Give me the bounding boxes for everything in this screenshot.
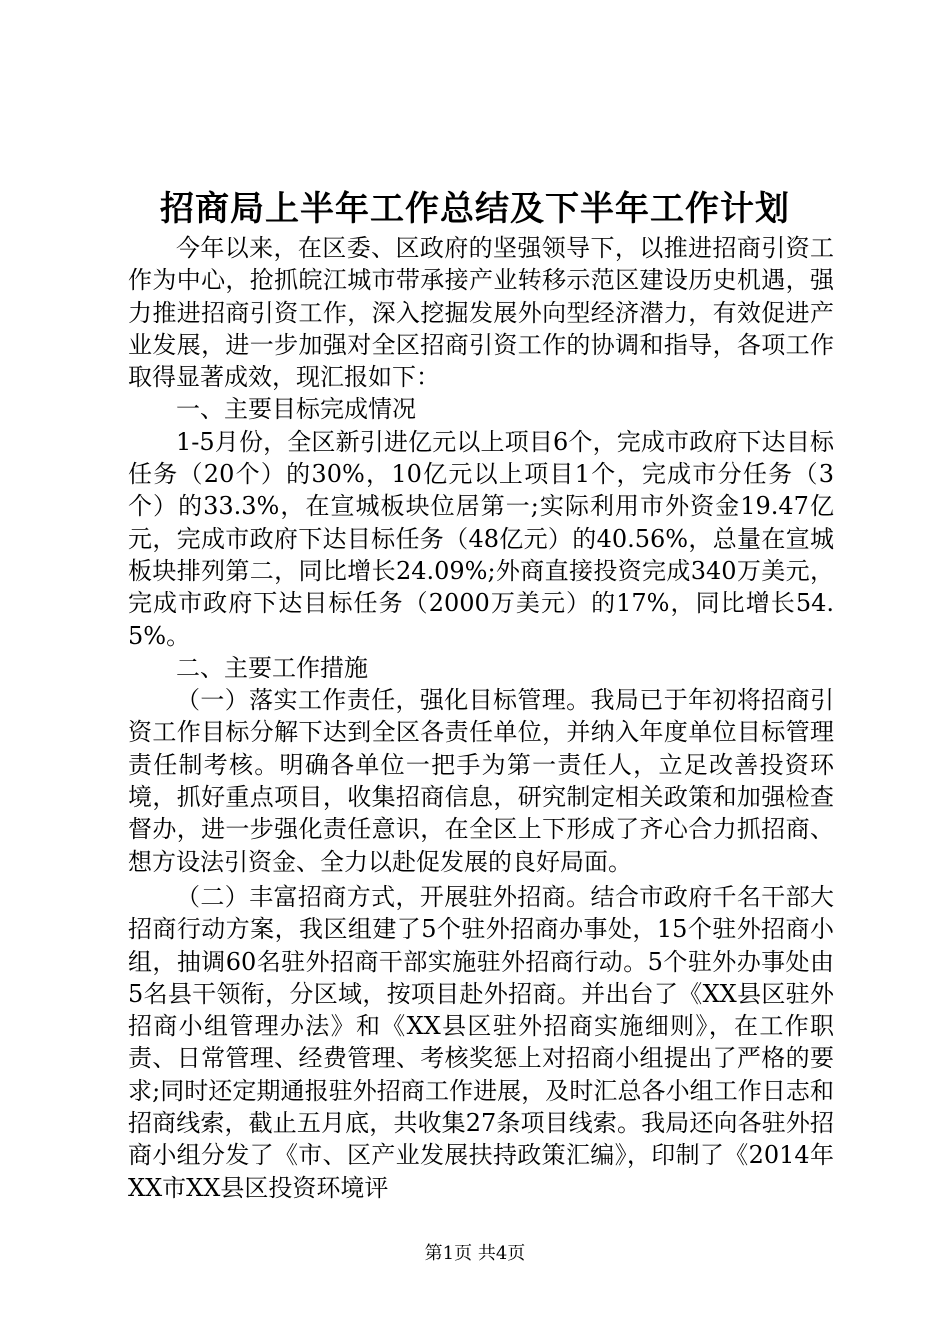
section-heading-targets: 一、主要目标完成情况 — [176, 395, 416, 424]
measures-paragraph-2: （二）丰富招商方式，开展驻外招商。结合市政府千名干部大招商行动方案，我区组建了5个驻外招商办事处，15个驻外招商小组，抽调60名驻外招商干部实施驻外招商行动。5个驻外办事处由5名县干领衔，分区域，按项目赴外招商。并出台了《XX县区驻外招商小组管理办法》和《XX县区驻外招商实施细则》，在工作职责、日常管理、经费管理、考核奖惩上对招商小组提出了严格的要求;同时还定期通报驻外招商工作进展，及时汇总各小组工作日志和招商线索，截止五月底，共收集27条项目线索。我局还向各驻外招商小组分发了《市、区产业发展扶持政策汇编》，印制了《2014年XX市XX县区投资环境评 — [128, 882, 834, 1202]
intro-paragraph: 今年以来，在区委、区政府的坚强领导下，以推进招商引资工作为中心，抢抓皖江城市带承接产业转移示范区建设历史机遇，强力推进招商引资工作，深入挖掘发展外向型经济潜力，有效促进产业发展，进一步加强对全区招商引资工作的协调和指导，各项工作取得显著成效，现汇报如下： — [128, 234, 834, 392]
targets-paragraph: 1-5月份，全区新引进亿元以上项目6个，完成市政府下达目标任务（20个）的30%，10亿元以上项目1个，完成市分任务（3个）的33.3%，在宣城板块位居第一;实际利用市外资金19.47亿元，完成市政府下达目标任务（48亿元）的40.56%，总量在宣城板块排列第二，同比增长24.09%;外商直接投资完成340万美元，完成市政府下达目标任务（2000万美元）的17%，同比增长54.5%。 — [128, 427, 834, 650]
page-footer: 第1页 共4页 — [424, 1243, 526, 1264]
document-title: 招商局上半年工作总结及下半年工作计划 — [160, 189, 790, 229]
section-heading-measures: 二、主要工作措施 — [176, 653, 368, 682]
measures-paragraph-1: （一）落实工作责任，强化目标管理。我局已于年初将招商引资工作目标分解下达到全区各责任单位，并纳入年度单位目标管理责任制考核。明确各单位一把手为第一责任人，立足改善投资环境，抓好重点项目，收集招商信息，研究制定相关政策和加强检查督办，进一步强化责任意识，在全区上下形成了齐心合力抓招商、想方设法引资金、全力以赴促发展的良好局面。 — [128, 686, 834, 876]
document-body — [128, 232, 834, 1204]
